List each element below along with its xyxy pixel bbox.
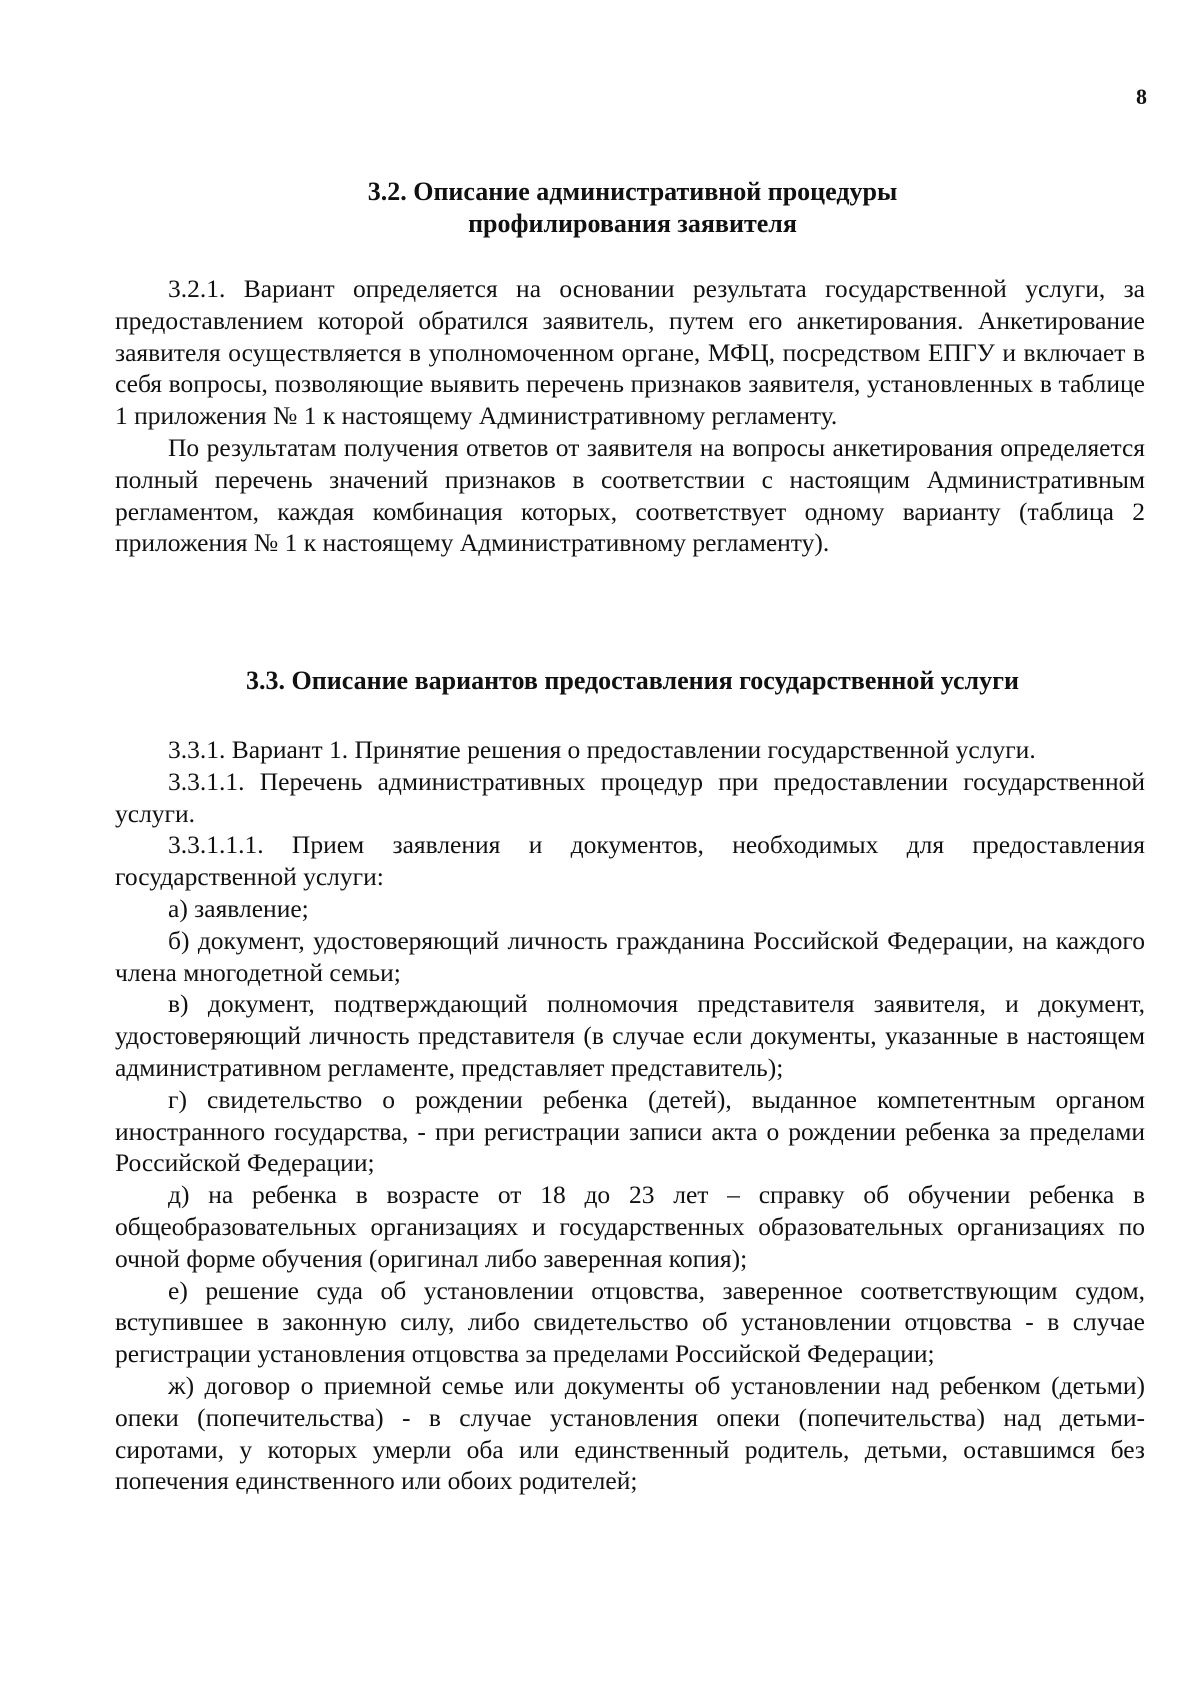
section-3-3-body xyxy=(115,734,1145,1497)
list-item: д) на ребенка в возрасте от 18 до 23 лет – справку об обучении ребенка в общеобразовательных организациях и государственных образовательных организациях по очной форме обучения (оригинал либо заверенная копия); xyxy=(115,1180,1145,1273)
section-3-2-heading-line2: профилирования заявителя xyxy=(468,209,797,238)
list-item: а) заявление; xyxy=(168,893,309,923)
paragraph: 3.3.1.1.1. Прием заявления и документов, необходимых для предоставления государственной услуги: xyxy=(115,830,1145,892)
list-item: в) документ, подтверждающий полномочия представителя заявителя, и документ, удостоверяющий личность представителя (в случае если документы, указанные в настоящем административном регламенте, представляет представитель); xyxy=(115,989,1145,1082)
paragraph: 3.3.1.1. Перечень административных процедур при предоставлении государственной услуги. xyxy=(115,766,1145,828)
list-item: г) свидетельство о рождении ребенка (детей), выданное компетентным органом иностранного государства, - при регистрации записи акта о рождении ребенка за пределами Российской Федерации; xyxy=(115,1084,1145,1178)
section-3-2-heading-line1: 3.2. Описание административной процедуры xyxy=(367,177,898,206)
page-number: 8 xyxy=(1136,84,1147,109)
section-3-3-heading: 3.3. Описание вариантов предоставления государственной услуги xyxy=(246,666,1019,695)
list-item: б) документ, удостоверяющий личность гражданина Российской Федерации, на каждого члена многодетной семьи; xyxy=(115,925,1145,987)
list-item: ж) договор о приемной семье или документы об установлении над ребенком (детьми) опеки (попечительства) - в случае установления опеки (попечительства) над детьми-сиротами, у которых умерли оба или единственный родитель, детьми, оставшимся без попечения единственного или обоих родителей; xyxy=(115,1370,1145,1496)
list-item: е) решение суда об установлении отцовства, заверенное соответствующим судом, вступившее в законную силу, либо свидетельство об установлении отцовства - в случае регистрации установления отцовства за пределами Российской Федерации; xyxy=(115,1275,1145,1369)
section-3-2-heading xyxy=(110,176,1155,240)
paragraph: 3.2.1. Вариант определяется на основании результата государственной услуги, за предоставлением которой обратился заявитель, путем его анкетирования. Анкетирование заявителя осуществляется в уполномоченном органе, МФЦ, посредством ЕПГУ и включает в себя вопросы, позволяющие выявить перечень признаков заявителя, установленных в таблице 1 приложения № 1 к настоящему Административному регламенту. xyxy=(115,274,1145,431)
section-3-2-body xyxy=(115,273,1145,559)
paragraph: По результатам получения ответов от заявителя на вопросы анкетирования определяется полный перечень значений признаков в соответствии с настоящим Административным регламентом, каждая комбинация которых, соответствует одному варианту (таблица 2 приложения № 1 к настоящему Административному регламенту). xyxy=(115,432,1145,558)
paragraph: 3.3.1. Вариант 1. Принятие решения о предоставлении государственной услуги. xyxy=(168,735,1036,764)
